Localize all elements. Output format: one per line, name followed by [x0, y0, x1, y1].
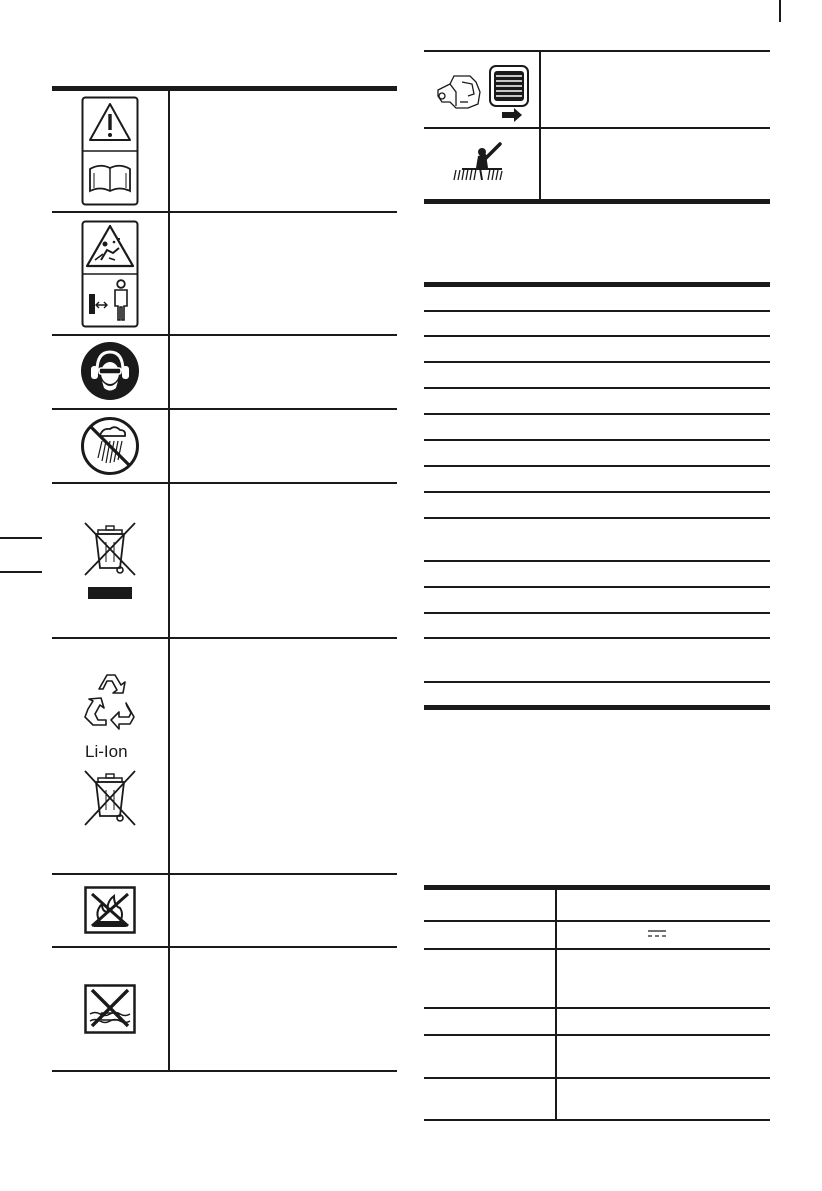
- list-top-rule: [424, 282, 770, 287]
- li-ion-label: Li-Ion: [85, 742, 128, 761]
- table-bottom-rule: [52, 1070, 397, 1072]
- list-row-divider: [424, 586, 770, 588]
- list-row-divider: [424, 361, 770, 363]
- list-row-divider: [424, 335, 770, 337]
- weee-crossed-bin-icon-2: [82, 768, 138, 830]
- list-bottom-rule: [424, 705, 770, 710]
- table-column-divider: [539, 50, 541, 200]
- grass-cutting-height-icon: [450, 142, 510, 182]
- no-rain-icon: [80, 416, 140, 476]
- warning-read-manual-icon: [81, 96, 139, 206]
- row-divider: [424, 127, 770, 129]
- list-row-divider: [424, 387, 770, 389]
- list-row-divider: [424, 560, 770, 562]
- row-divider: [52, 211, 397, 213]
- thrown-objects-keep-distance-icon: [81, 220, 139, 328]
- list-row-divider: [424, 413, 770, 415]
- row-divider: [424, 1077, 770, 1079]
- list-row-divider: [424, 491, 770, 493]
- no-water-icon: [84, 984, 136, 1034]
- side-tab-mark-bottom: [0, 571, 42, 573]
- weee-crossed-bin-icon: [82, 520, 138, 602]
- row-divider: [52, 408, 397, 410]
- list-row-divider: [424, 517, 770, 519]
- list-row-divider: [424, 465, 770, 467]
- table-column-divider: [555, 890, 557, 1120]
- list-row-divider: [424, 439, 770, 441]
- table-bottom-rule: [424, 1119, 770, 1121]
- list-row-divider: [424, 681, 770, 683]
- li-ion-recycle-icon: [79, 669, 141, 739]
- table-top-rule: [424, 885, 770, 890]
- ear-eye-dust-protection-icon: [80, 341, 140, 401]
- table-top-rule: [52, 86, 397, 91]
- crop-mark: [779, 0, 781, 22]
- table-column-divider: [168, 91, 170, 1072]
- no-fire-icon: [84, 886, 136, 934]
- row-divider: [424, 1007, 770, 1009]
- row-divider: [52, 946, 397, 948]
- row-divider: [52, 637, 397, 639]
- row-divider: [424, 920, 770, 922]
- list-row-divider: [424, 310, 770, 312]
- table-bottom-rule: [424, 199, 770, 204]
- list-row-divider: [424, 612, 770, 614]
- row-divider: [52, 873, 397, 875]
- row-divider: [424, 948, 770, 950]
- dc-current-icon: [648, 929, 666, 939]
- row-divider: [52, 334, 397, 336]
- battery-release-icon: [432, 62, 532, 122]
- row-divider: [424, 1034, 770, 1036]
- table-top-rule: [424, 50, 770, 52]
- side-tab-mark-top: [0, 537, 42, 539]
- list-row-divider: [424, 637, 770, 639]
- row-divider: [52, 482, 397, 484]
